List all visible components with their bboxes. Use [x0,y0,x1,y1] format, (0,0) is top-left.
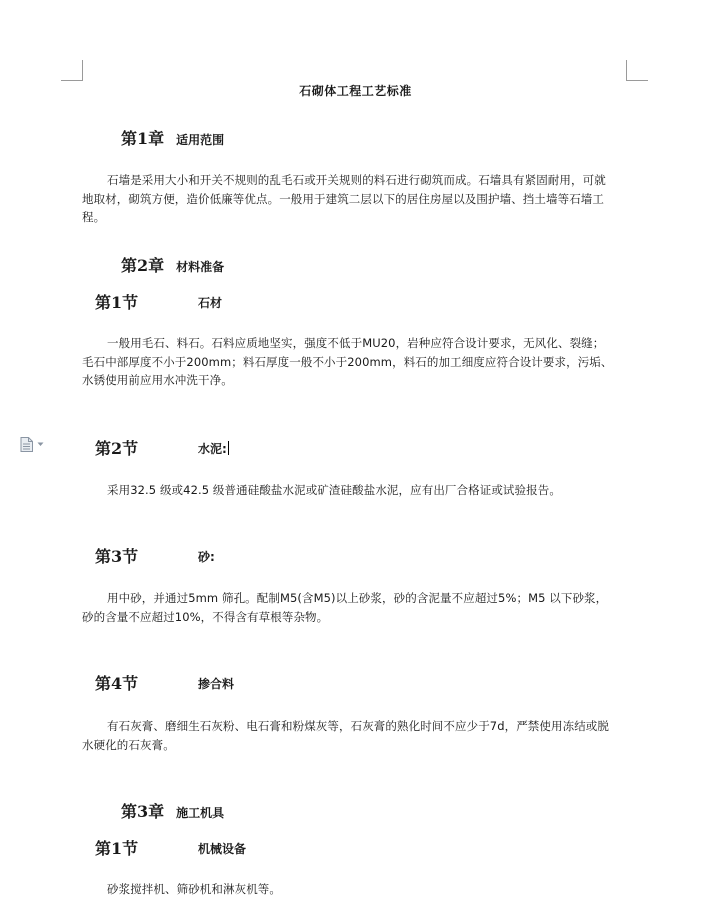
section-name: 机械设备 [198,842,247,856]
paragraph-scope[interactable]: 石墙是采用大小和开关不规则的乱毛石或开关规则的料石进行砌筑而成。石墙具有紧固耐用，可就地取材，砌筑方便，造价低廉等优点。一般用于建筑二层以下的居住房屋以及围护墙、挡土墙等石墙工程。 [82,173,606,224]
crop-mark-top-left [82,60,83,81]
section-name: 掺合料 [198,677,235,691]
section-number: 第1节 [95,293,139,312]
section-name [198,440,229,457]
crop-mark-top-right [626,60,627,81]
chapter-number: 第3章 [121,802,165,821]
crop-mark-top-right [626,80,648,81]
chapter-2-heading[interactable] [121,253,224,276]
crop-mark-top-left [61,80,83,81]
paragraph-admixture[interactable]: 有石灰膏、磨细生石灰粉、电石膏和粉煤灰等，石灰膏的熟化时间不应少于7d，严禁使用冻结或脱水硬化的石灰膏。 [82,719,610,752]
section-name-text: 水泥: [198,442,227,456]
chapter-name: 材料准备 [176,260,225,274]
section-number: 第3节 [95,547,139,566]
section-name: 石材 [198,296,223,310]
paragraph-machinery[interactable]: 砂浆搅拌机、筛砂机和淋灰机等。 [107,882,281,896]
paragraph-cement[interactable]: 采用32.5 级或42.5 级普通硅酸盐水泥或矿渣硅酸盐水泥，应有出厂合格证或试验报告。 [107,483,561,497]
document-icon [20,437,33,452]
chapter-number: 第2章 [121,256,165,275]
section-name: 砂: [198,550,215,564]
paragraph-stone[interactable]: 一般用毛石、料石。石料应质地坚实，强度不低于MU20，岩种应符合设计要求，无风化、裂缝；毛石中部厚度不小于200mm；料石厚度一般不小于200mm，料石的加工细度应符合设计要求，污垢、水锈使用前应用水冲洗干净。 [82,336,613,387]
chapter-1-heading[interactable] [121,126,224,149]
chapter-number: 第1章 [121,129,165,148]
section-number: 第4节 [95,674,139,693]
section-number: 第2节 [95,439,139,458]
text-cursor [228,441,229,455]
chapter-name: 适用范围 [176,133,225,147]
section-number: 第1节 [95,839,139,858]
paragraph-options-button[interactable] [20,437,44,452]
document-title[interactable]: 石砌体工程工艺标准 [299,84,412,98]
chapter-3-heading[interactable] [121,799,224,822]
paragraph-sand[interactable]: 用中砂，并通过5mm 筛孔。配制M5(含M5)以上砂浆，砂的含泥量不应超过5%；M5 以下砂浆，砂的含量不应超过10%，不得含有草根等杂物。 [82,591,608,624]
chapter-name: 施工机具 [176,806,225,820]
chevron-down-icon [37,442,44,447]
